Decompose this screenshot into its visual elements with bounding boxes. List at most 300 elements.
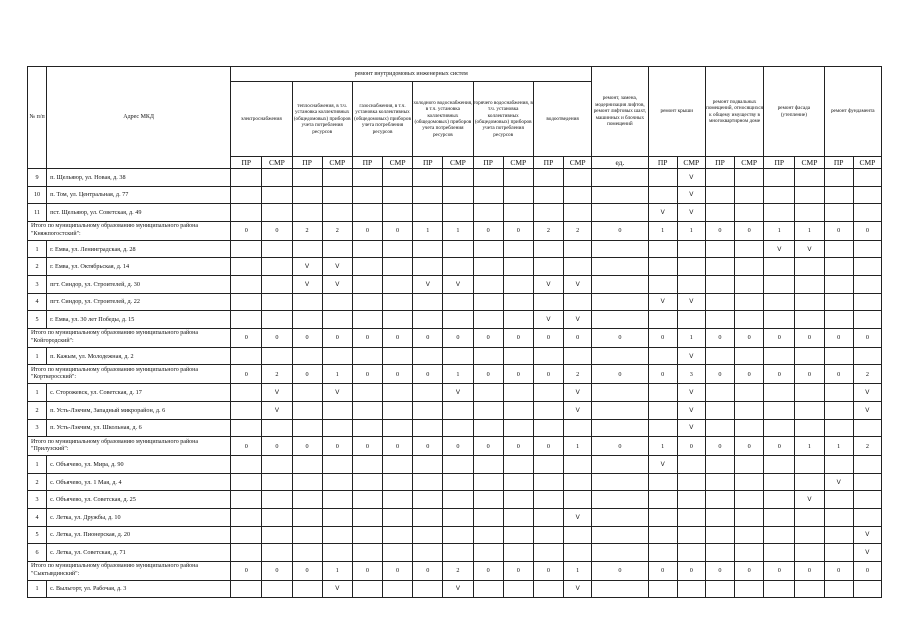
subtotal-label: Итого по муниципальному образованию муниципального района "Княжпогостский": — [28, 221, 231, 240]
subtotal-row — [28, 365, 882, 384]
value-cell — [824, 275, 853, 293]
value-cell: 0 — [262, 561, 292, 580]
address-cell: п. Усть-Лэкчим, ул. Школьная, д. 6 — [47, 419, 231, 437]
value-cell — [352, 580, 382, 598]
value-cell — [795, 544, 824, 562]
value-cell — [352, 204, 382, 222]
row-number: 5 — [28, 526, 47, 544]
value-cell: V — [853, 544, 881, 562]
value-cell: V — [564, 401, 592, 419]
value-cell: V — [443, 580, 473, 598]
value-cell — [262, 544, 292, 562]
value-cell — [592, 169, 648, 187]
value-cell — [853, 347, 881, 365]
value-cell — [292, 169, 322, 187]
value-cell — [705, 347, 734, 365]
value-cell — [564, 204, 592, 222]
value-cell — [592, 419, 648, 437]
value-cell — [735, 347, 764, 365]
value-cell — [764, 293, 795, 311]
value-cell — [473, 508, 503, 526]
value-cell — [231, 580, 262, 598]
value-cell: 1 — [824, 437, 853, 456]
value-cell — [648, 186, 677, 204]
value-cell: 0 — [352, 365, 382, 384]
value-cell — [705, 186, 734, 204]
value-cell: 2 — [853, 437, 881, 456]
value-cell — [705, 401, 734, 419]
value-cell: V — [564, 508, 592, 526]
value-cell — [383, 293, 413, 311]
value-cell — [322, 473, 352, 491]
value-cell: 0 — [705, 437, 734, 456]
row-number: 3 — [28, 419, 47, 437]
value-cell — [413, 293, 443, 311]
value-cell — [705, 258, 734, 276]
value-cell: 0 — [824, 328, 853, 347]
value-cell: V — [564, 580, 592, 598]
value-cell: V — [292, 275, 322, 293]
value-cell — [413, 401, 443, 419]
row-number: 1 — [28, 580, 47, 598]
value-cell — [231, 240, 262, 258]
value-cell — [795, 384, 824, 402]
value-cell — [533, 384, 563, 402]
address-cell: с. Объячево, ул. 1 Мая, д. 4 — [47, 473, 231, 491]
value-cell: V — [677, 419, 705, 437]
header-pr: ПР — [648, 157, 677, 169]
value-cell — [853, 419, 881, 437]
subtotal-label: Итого по муниципальному образованию муниципального района "Койгородский": — [28, 328, 231, 347]
value-cell — [262, 293, 292, 311]
value-cell: 0 — [735, 328, 764, 347]
value-cell — [383, 508, 413, 526]
header-lift: ремонт, замена, модернизация лифтов, ремонт лифтовых шахт, машинных и блочных помещений — [592, 67, 648, 157]
value-cell: 0 — [735, 365, 764, 384]
value-cell: 1 — [413, 221, 443, 240]
value-cell — [503, 186, 533, 204]
address-cell: пст. Щельяюр, ул. Советская, д. 49 — [47, 204, 231, 222]
value-cell: V — [533, 275, 563, 293]
row-number: 11 — [28, 204, 47, 222]
value-cell — [503, 473, 533, 491]
table-row — [28, 401, 882, 419]
value-cell — [352, 258, 382, 276]
value-cell — [443, 240, 473, 258]
value-cell — [764, 311, 795, 329]
value-cell: 0 — [795, 365, 824, 384]
value-cell — [413, 311, 443, 329]
value-cell — [592, 508, 648, 526]
value-cell: 1 — [677, 221, 705, 240]
value-cell: V — [853, 526, 881, 544]
value-cell — [473, 275, 503, 293]
value-cell — [413, 240, 443, 258]
value-cell — [795, 473, 824, 491]
value-cell — [648, 544, 677, 562]
header-sewerage: водоотведения — [533, 82, 591, 157]
value-cell — [795, 526, 824, 544]
value-cell — [443, 169, 473, 187]
value-cell — [592, 258, 648, 276]
value-cell: 0 — [648, 561, 677, 580]
value-cell — [533, 186, 563, 204]
subtotal-row — [28, 561, 882, 580]
address-cell: с. Объячево, ул. Советская, д. 25 — [47, 491, 231, 509]
value-cell: 0 — [824, 221, 853, 240]
value-cell: 2 — [564, 365, 592, 384]
value-cell — [735, 311, 764, 329]
address-cell: пгт. Синдор, ул. Строителей, д. 22 — [47, 293, 231, 311]
value-cell: 0 — [262, 328, 292, 347]
value-cell: 1 — [564, 561, 592, 580]
value-cell — [443, 508, 473, 526]
value-cell: 0 — [853, 328, 881, 347]
value-cell — [795, 456, 824, 474]
value-cell — [533, 293, 563, 311]
value-cell — [473, 169, 503, 187]
value-cell — [352, 456, 382, 474]
row-number: 9 — [28, 169, 47, 187]
value-cell: 0 — [824, 561, 853, 580]
header-pr: ПР — [764, 157, 795, 169]
value-cell — [231, 186, 262, 204]
value-cell — [735, 473, 764, 491]
value-cell — [764, 347, 795, 365]
value-cell — [383, 456, 413, 474]
value-cell — [322, 240, 352, 258]
value-cell — [824, 311, 853, 329]
value-cell — [592, 491, 648, 509]
header-smr: СМР — [262, 157, 292, 169]
value-cell: 0 — [383, 221, 413, 240]
value-cell: V — [824, 473, 853, 491]
value-cell: 0 — [824, 365, 853, 384]
header-pr: ПР — [705, 157, 734, 169]
value-cell: 0 — [473, 365, 503, 384]
value-cell — [533, 491, 563, 509]
value-cell — [648, 526, 677, 544]
value-cell: 1 — [764, 221, 795, 240]
value-cell — [262, 240, 292, 258]
value-cell — [352, 186, 382, 204]
address-cell: п. Том, ул. Центральная, д. 77 — [47, 186, 231, 204]
value-cell: 1 — [322, 365, 352, 384]
value-cell: 0 — [383, 561, 413, 580]
value-cell — [443, 311, 473, 329]
value-cell — [853, 491, 881, 509]
value-cell: 0 — [413, 561, 443, 580]
value-cell — [503, 275, 533, 293]
value-cell — [413, 544, 443, 562]
value-cell — [443, 347, 473, 365]
value-cell — [262, 491, 292, 509]
value-cell — [853, 240, 881, 258]
value-cell — [564, 473, 592, 491]
value-cell — [352, 544, 382, 562]
value-cell — [735, 169, 764, 187]
value-cell — [824, 240, 853, 258]
value-cell — [352, 275, 382, 293]
value-cell — [705, 526, 734, 544]
value-cell: V — [443, 384, 473, 402]
value-cell — [677, 258, 705, 276]
value-cell: 0 — [473, 221, 503, 240]
value-cell — [648, 580, 677, 598]
value-cell — [383, 419, 413, 437]
value-cell — [533, 526, 563, 544]
value-cell — [592, 311, 648, 329]
value-cell — [231, 169, 262, 187]
value-cell — [352, 508, 382, 526]
repair-program-table — [27, 66, 882, 598]
value-cell — [473, 347, 503, 365]
value-cell — [503, 456, 533, 474]
value-cell — [592, 544, 648, 562]
value-cell — [795, 401, 824, 419]
value-cell — [824, 258, 853, 276]
value-cell — [705, 456, 734, 474]
value-cell — [677, 526, 705, 544]
value-cell — [231, 526, 262, 544]
value-cell — [648, 473, 677, 491]
header-smr: СМР — [677, 157, 705, 169]
value-cell — [413, 456, 443, 474]
value-cell — [473, 419, 503, 437]
address-cell: г. Емва, ул. 30 лет Победы, д. 15 — [47, 311, 231, 329]
value-cell: 0 — [352, 328, 382, 347]
value-cell — [352, 473, 382, 491]
value-cell — [262, 419, 292, 437]
value-cell: 0 — [705, 365, 734, 384]
value-cell — [473, 544, 503, 562]
value-cell — [292, 473, 322, 491]
value-cell — [262, 473, 292, 491]
value-cell — [648, 169, 677, 187]
value-cell — [262, 258, 292, 276]
table-row — [28, 508, 882, 526]
value-cell — [473, 293, 503, 311]
value-cell — [533, 419, 563, 437]
value-cell — [352, 401, 382, 419]
value-cell — [292, 580, 322, 598]
value-cell — [262, 456, 292, 474]
value-cell — [503, 544, 533, 562]
subtotal-row — [28, 437, 882, 456]
value-cell — [735, 258, 764, 276]
value-cell — [503, 240, 533, 258]
value-cell: V — [322, 580, 352, 598]
address-cell: с. Летка, ул. Дружбы, д. 10 — [47, 508, 231, 526]
value-cell: 0 — [503, 221, 533, 240]
value-cell: 0 — [533, 365, 563, 384]
value-cell — [443, 186, 473, 204]
table-row — [28, 204, 882, 222]
value-cell — [705, 311, 734, 329]
value-cell — [705, 508, 734, 526]
value-cell: 0 — [592, 561, 648, 580]
value-cell — [383, 204, 413, 222]
value-cell — [292, 401, 322, 419]
value-cell — [592, 473, 648, 491]
value-cell — [231, 204, 262, 222]
value-cell — [413, 347, 443, 365]
value-cell — [503, 384, 533, 402]
value-cell: 0 — [231, 365, 262, 384]
value-cell: 2 — [853, 365, 881, 384]
value-cell — [592, 580, 648, 598]
value-cell — [648, 384, 677, 402]
value-cell — [824, 401, 853, 419]
value-cell — [824, 526, 853, 544]
value-cell — [705, 384, 734, 402]
value-cell: 0 — [677, 561, 705, 580]
subtotal-label: Итого по муниципальному образованию муниципального района "Сыктывдинский": — [28, 561, 231, 580]
header-gas: газоснабжения, в т.ч. установка коллективных (общедомовых) приборов учета потребления ресурсов — [352, 82, 412, 157]
value-cell — [705, 544, 734, 562]
table-row — [28, 384, 882, 402]
value-cell — [473, 186, 503, 204]
value-cell — [383, 401, 413, 419]
value-cell: 0 — [292, 437, 322, 456]
value-cell — [824, 204, 853, 222]
table-body — [28, 169, 882, 598]
value-cell: 0 — [262, 221, 292, 240]
value-cell — [292, 508, 322, 526]
value-cell — [352, 293, 382, 311]
value-cell: V — [322, 258, 352, 276]
value-cell — [262, 311, 292, 329]
value-cell: 1 — [443, 221, 473, 240]
value-cell — [592, 401, 648, 419]
value-cell — [853, 473, 881, 491]
table-row — [28, 419, 882, 437]
value-cell — [383, 311, 413, 329]
value-cell — [764, 544, 795, 562]
value-cell: V — [533, 311, 563, 329]
header-smr: СМР — [322, 157, 352, 169]
value-cell — [564, 419, 592, 437]
value-cell — [322, 186, 352, 204]
value-cell: 1 — [677, 328, 705, 347]
value-cell: 0 — [735, 437, 764, 456]
value-cell — [853, 456, 881, 474]
value-cell — [292, 186, 322, 204]
value-cell — [677, 240, 705, 258]
value-cell: 1 — [648, 437, 677, 456]
address-cell: с. Летка, ул. Пионерская, д. 20 — [47, 526, 231, 544]
value-cell — [853, 275, 881, 293]
value-cell — [292, 526, 322, 544]
value-cell — [795, 275, 824, 293]
value-cell: 0 — [413, 328, 443, 347]
value-cell — [824, 169, 853, 187]
header-smr: СМР — [564, 157, 592, 169]
table-row — [28, 311, 882, 329]
value-cell — [292, 293, 322, 311]
value-cell — [824, 347, 853, 365]
value-cell — [503, 401, 533, 419]
header-pr: ПР — [292, 157, 322, 169]
value-cell: 2 — [564, 221, 592, 240]
value-cell: V — [853, 401, 881, 419]
table-row — [28, 491, 882, 509]
value-cell — [443, 419, 473, 437]
header-pr: ПР — [473, 157, 503, 169]
value-cell: V — [677, 204, 705, 222]
value-cell — [352, 384, 382, 402]
value-cell — [383, 186, 413, 204]
value-cell — [503, 526, 533, 544]
value-cell: 2 — [292, 221, 322, 240]
value-cell — [735, 508, 764, 526]
row-number: 1 — [28, 384, 47, 402]
value-cell — [383, 491, 413, 509]
value-cell: 0 — [533, 437, 563, 456]
value-cell — [231, 473, 262, 491]
value-cell — [824, 293, 853, 311]
value-cell — [564, 258, 592, 276]
table-row — [28, 544, 882, 562]
value-cell — [795, 169, 824, 187]
value-cell — [322, 456, 352, 474]
value-cell — [231, 311, 262, 329]
value-cell — [564, 347, 592, 365]
value-cell: 1 — [795, 437, 824, 456]
value-cell — [735, 419, 764, 437]
value-cell — [503, 419, 533, 437]
value-cell — [648, 311, 677, 329]
value-cell — [383, 258, 413, 276]
value-cell — [677, 311, 705, 329]
value-cell — [413, 419, 443, 437]
value-cell — [592, 293, 648, 311]
value-cell: V — [677, 384, 705, 402]
value-cell — [262, 347, 292, 365]
value-cell — [853, 580, 881, 598]
value-cell — [592, 384, 648, 402]
address-cell: с. Объячево, ул. Мира, д. 90 — [47, 456, 231, 474]
value-cell: 0 — [648, 365, 677, 384]
value-cell — [443, 491, 473, 509]
value-cell: 0 — [231, 561, 262, 580]
value-cell — [383, 275, 413, 293]
value-cell: 0 — [292, 365, 322, 384]
value-cell — [824, 491, 853, 509]
row-number: 3 — [28, 491, 47, 509]
value-cell — [735, 491, 764, 509]
value-cell — [705, 419, 734, 437]
value-cell — [795, 293, 824, 311]
value-cell — [533, 456, 563, 474]
value-cell — [764, 186, 795, 204]
header-basement: ремонт подвальных помещений, относящихся к общему имуществу в многоквартирном доме — [705, 67, 763, 157]
header-heating: теплоснабжения, в т.ч. установка коллективных (общедомовых) приборов учета потребления ресурсов — [292, 82, 352, 157]
value-cell — [592, 186, 648, 204]
value-cell: 0 — [705, 221, 734, 240]
value-cell — [705, 275, 734, 293]
value-cell — [564, 169, 592, 187]
value-cell — [231, 401, 262, 419]
value-cell — [705, 240, 734, 258]
value-cell — [795, 347, 824, 365]
value-cell — [473, 401, 503, 419]
value-cell: 0 — [533, 328, 563, 347]
value-cell — [648, 491, 677, 509]
value-cell — [473, 311, 503, 329]
value-cell — [824, 456, 853, 474]
value-cell — [533, 508, 563, 526]
